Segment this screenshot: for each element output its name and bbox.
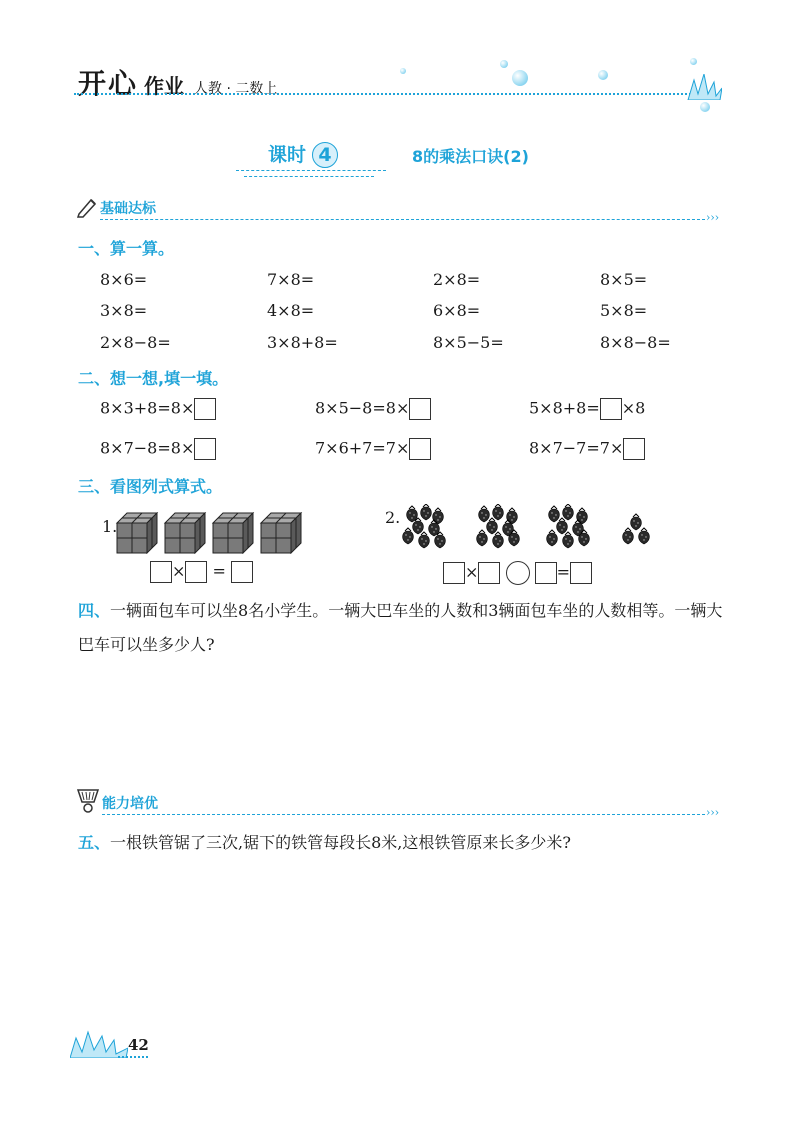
q5-body: 一根铁管锯了三次,锯下的铁管每段长8米,这根铁管原来长多少米? (110, 833, 571, 852)
bubble-decoration (690, 58, 697, 65)
strawberry-icon (549, 506, 560, 522)
q3-title: 三、看图列式算式。 (78, 477, 223, 496)
cube-icon (117, 513, 157, 553)
calc-item: 3×8+8= (267, 333, 338, 352)
fill-item (315, 438, 431, 460)
answer-box[interactable] (194, 398, 216, 420)
fill-item (529, 398, 645, 420)
strawberry-icon (487, 518, 498, 534)
fill-item (529, 438, 645, 460)
fill-text: 8×7−8=8× (100, 438, 195, 458)
page-number: 42 (128, 1036, 149, 1054)
cube-icon (261, 513, 301, 553)
bubble-decoration (512, 70, 528, 86)
bubble-decoration (400, 68, 406, 74)
strawberry-icon (577, 508, 588, 524)
strawberry-icon (631, 514, 642, 530)
strawberry-icon (563, 532, 574, 548)
q4-lead: 四、 (78, 601, 111, 620)
header-title (78, 62, 277, 102)
cube-icon (213, 513, 253, 553)
lesson-number: 4 (312, 142, 338, 168)
cube-group (115, 512, 310, 554)
times-sign: × (172, 561, 186, 581)
calc-item: 8×5−5= (433, 333, 504, 352)
strawberry-icon (639, 528, 650, 544)
answer-box[interactable] (409, 438, 431, 460)
strawberry-icon (403, 528, 414, 544)
picture2-label: 2. (385, 508, 401, 527)
answer-box[interactable] (150, 561, 172, 583)
strawberry-icon (493, 504, 504, 520)
fill-item (100, 398, 216, 420)
calc-item: 3×8= (100, 301, 148, 320)
bubble-decoration (700, 102, 710, 112)
bubble-decoration (500, 60, 508, 68)
fill-item (315, 398, 431, 420)
lesson-underline (236, 170, 386, 171)
fill-text: 8×3+8=8× (100, 398, 195, 418)
bubble-decoration (598, 70, 608, 80)
trophy-icon (76, 788, 100, 814)
calc-item: 8×5= (600, 270, 648, 289)
strawberry-icon (433, 508, 444, 524)
answer-box[interactable] (231, 561, 253, 583)
strawberry-icon (419, 532, 430, 548)
strawberry-icon (623, 528, 634, 544)
brand-mid: 作业 (144, 74, 185, 98)
fill-suffix: ×8 (621, 398, 646, 418)
lesson-title: 8的乘法口诀(2) (412, 147, 529, 166)
calc-item: 4×8= (267, 301, 315, 320)
strawberry-icon (479, 506, 490, 522)
strawberry-icon (557, 518, 568, 534)
fill-text: 8×7−7=7× (529, 438, 624, 458)
answer-box[interactable] (443, 562, 465, 584)
lesson-badge (268, 140, 338, 168)
edition-label: 人教 · 二数上 (194, 81, 278, 97)
arrows-icon: ››› (706, 806, 720, 819)
brand-big: 开心 (78, 67, 139, 100)
fill-text: 7×6+7=7× (315, 438, 410, 458)
strawberry-icon (493, 532, 504, 548)
section-advanced-label: 能力培优 (102, 796, 158, 812)
fill-text: 8×5−8=8× (315, 398, 410, 418)
calc-item: 7×8= (267, 270, 315, 289)
strawberry-icon (421, 504, 432, 520)
answer-box[interactable] (623, 438, 645, 460)
q4-body: 一辆面包车可以坐8名小学生。一辆大巴车坐的人数和3辆面包车坐的人数相等。一辆大巴车可以坐多少人? (78, 601, 723, 654)
answer-box[interactable] (478, 562, 500, 584)
q1-title: 一、算一算。 (78, 239, 175, 258)
calc-item: 2×8= (433, 270, 481, 289)
equals-sign: = (212, 561, 226, 581)
answer-box[interactable] (185, 561, 207, 583)
footer-dots (118, 1056, 148, 1058)
q4-text (78, 594, 728, 662)
answer-box[interactable] (570, 562, 592, 584)
calc-item: 2×8−8= (100, 333, 171, 352)
calc-item: 8×6= (100, 270, 148, 289)
lesson-label: 课时 (268, 144, 307, 166)
answer-box[interactable] (194, 438, 216, 460)
calc-item: 8×8−8= (600, 333, 671, 352)
cube-icon (165, 513, 205, 553)
strawberry-icon (547, 530, 558, 546)
answer-box[interactable] (409, 398, 431, 420)
section-divider (102, 814, 705, 815)
fill-text: 5×8+8= (529, 398, 600, 418)
pencil-icon (76, 196, 98, 218)
strawberry-group (398, 504, 668, 554)
q5-lead: 五、 (78, 833, 111, 852)
arrows-icon: ››› (706, 211, 720, 224)
grass-footer-icon (70, 1028, 128, 1058)
calc-item: 5×8= (600, 301, 648, 320)
lesson-underline (244, 176, 374, 177)
q5-text (78, 826, 728, 860)
header-divider (74, 93, 694, 95)
equals-sign: = (556, 562, 570, 582)
equation-2 (443, 561, 592, 585)
answer-box[interactable] (535, 562, 557, 584)
section-divider (100, 219, 705, 220)
grass-icon (686, 74, 722, 100)
picture1-label: 1. (102, 517, 118, 536)
operator-circle[interactable] (506, 561, 530, 585)
calc-item: 6×8= (433, 301, 481, 320)
strawberry-icon (507, 508, 518, 524)
strawberry-icon (563, 504, 574, 520)
strawberry-icon (477, 530, 488, 546)
q2-title: 二、想一想,填一填。 (78, 369, 229, 388)
section-basic-label: 基础达标 (100, 201, 156, 217)
fill-item (100, 438, 216, 460)
times-sign: × (465, 562, 479, 582)
answer-box[interactable] (600, 398, 622, 420)
equation-1 (150, 561, 253, 583)
